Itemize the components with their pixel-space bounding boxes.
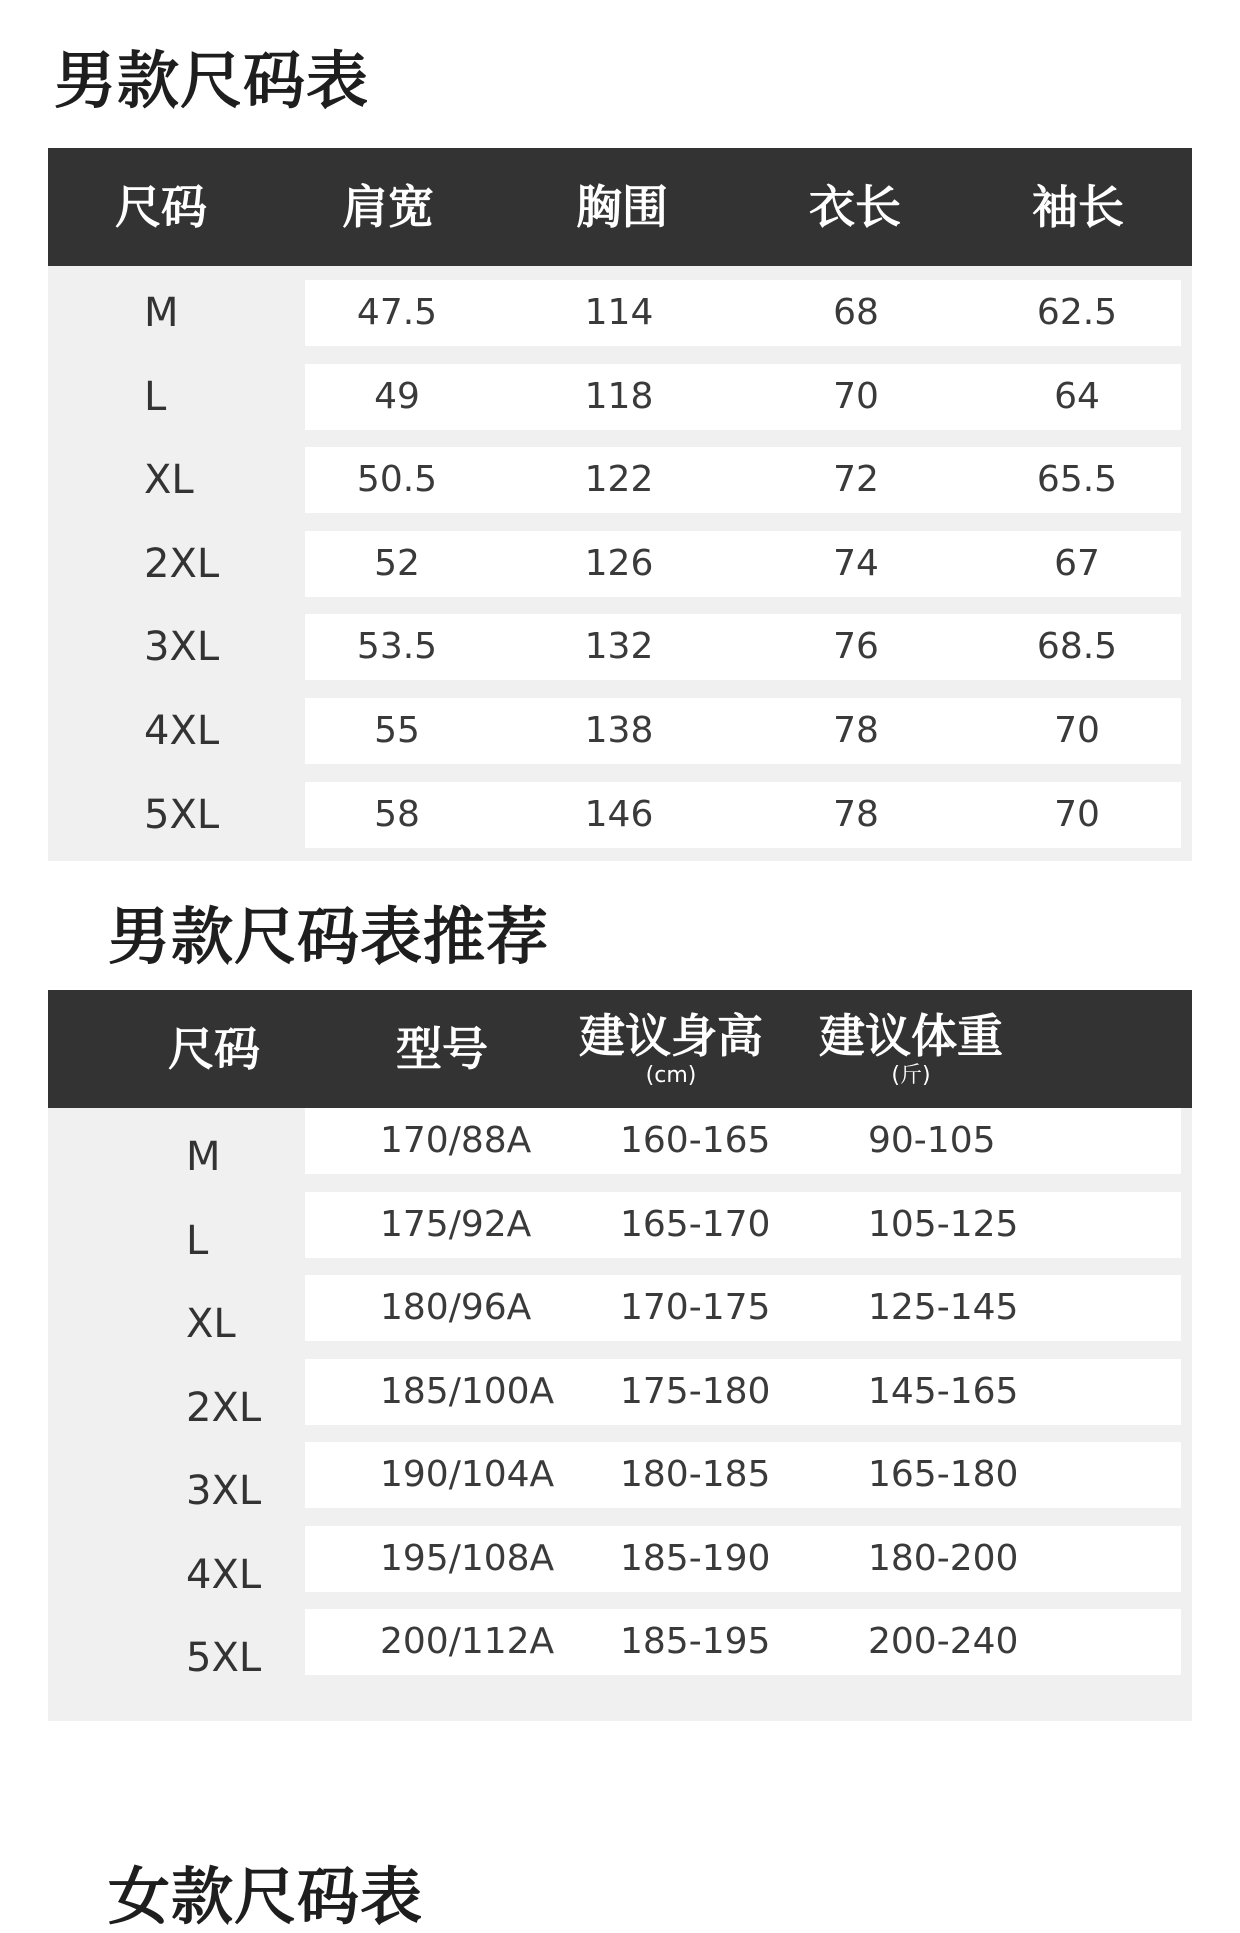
height-cell: 160-165 xyxy=(620,1120,771,1161)
size-cell: M xyxy=(144,290,179,336)
size-cell: 4XL xyxy=(144,708,220,754)
sleeve-cell: 62.5 xyxy=(1036,292,1118,333)
shoulder-cell: 53.5 xyxy=(356,626,438,667)
height-cell: 185-190 xyxy=(620,1538,771,1579)
sleeve-cell: 64 xyxy=(1054,376,1100,417)
sleeve-cell: 70 xyxy=(1054,794,1100,835)
size-cell: M xyxy=(186,1134,221,1180)
chest-cell: 114 xyxy=(584,292,654,333)
table-row xyxy=(48,364,1192,430)
chest-cell: 118 xyxy=(584,376,654,417)
sleeve-cell: 65.5 xyxy=(1036,459,1118,500)
model-cell: 190/104A xyxy=(380,1454,555,1495)
model-cell: 200/112A xyxy=(380,1621,555,1662)
weight-cell: 90-105 xyxy=(868,1120,996,1161)
sleeve-cell: 67 xyxy=(1054,543,1100,584)
table-row xyxy=(48,447,1192,513)
weight-cell: 165-180 xyxy=(868,1454,1019,1495)
size-cell: L xyxy=(144,374,167,420)
table-row xyxy=(48,698,1192,764)
header-height: 建议身高 (cm) xyxy=(579,1008,763,1089)
weight-cell: 125-145 xyxy=(868,1287,1019,1328)
weight-cell: 200-240 xyxy=(868,1621,1019,1662)
table-header xyxy=(48,990,1192,1108)
mens-size-recommendation-table xyxy=(48,990,1192,1721)
size-cell: L xyxy=(186,1218,209,1264)
chest-cell: 122 xyxy=(584,459,654,500)
height-cell: 175-180 xyxy=(620,1371,771,1412)
sleeve-cell: 68.5 xyxy=(1036,626,1118,667)
size-cell: XL xyxy=(144,457,194,503)
weight-cell: 145-165 xyxy=(868,1371,1019,1412)
chest-cell: 146 xyxy=(584,794,654,835)
table-row xyxy=(48,1526,1192,1598)
header-size: 尺码 xyxy=(168,1021,260,1076)
table-row xyxy=(48,614,1192,680)
height-unit: (cm) xyxy=(645,1063,697,1089)
height-cell: 185-195 xyxy=(620,1621,771,1662)
size-cell: 3XL xyxy=(144,624,220,670)
length-cell: 68 xyxy=(833,292,879,333)
model-cell: 170/88A xyxy=(380,1120,532,1161)
model-cell: 185/100A xyxy=(380,1371,555,1412)
chest-cell: 126 xyxy=(584,543,654,584)
chest-cell: 132 xyxy=(584,626,654,667)
table-row xyxy=(48,1108,1192,1180)
shoulder-cell: 50.5 xyxy=(356,459,438,500)
shoulder-cell: 55 xyxy=(374,710,420,751)
model-cell: 180/96A xyxy=(380,1287,532,1328)
shoulder-cell: 58 xyxy=(374,794,420,835)
size-cell: 2XL xyxy=(186,1385,262,1431)
length-cell: 74 xyxy=(833,543,879,584)
sleeve-cell: 70 xyxy=(1054,710,1100,751)
header-size: 尺码 xyxy=(115,179,207,234)
table-row xyxy=(48,1359,1192,1431)
shoulder-cell: 47.5 xyxy=(356,292,438,333)
shoulder-cell: 52 xyxy=(374,543,420,584)
header-length: 衣长 xyxy=(809,179,901,234)
length-cell: 78 xyxy=(833,794,879,835)
shoulder-cell: 49 xyxy=(374,376,420,417)
header-model: 型号 xyxy=(396,1021,488,1076)
model-cell: 195/108A xyxy=(380,1538,555,1579)
mens-size-recommendation-title: 男款尺码表推荐 xyxy=(108,900,550,973)
table-row xyxy=(48,1275,1192,1347)
header-shoulder: 肩宽 xyxy=(342,179,434,234)
weight-cell: 180-200 xyxy=(868,1538,1019,1579)
table-row xyxy=(48,531,1192,597)
table-row xyxy=(48,1442,1192,1514)
header-chest: 胸围 xyxy=(576,179,668,234)
height-cell: 180-185 xyxy=(620,1454,771,1495)
womens-size-chart-title: 女款尺码表 xyxy=(108,1860,424,1933)
size-cell: 5XL xyxy=(186,1635,262,1681)
header-weight: 建议体重 (斤) xyxy=(819,1008,1003,1089)
mens-size-chart-table xyxy=(48,148,1192,861)
length-cell: 78 xyxy=(833,710,879,751)
size-cell: 3XL xyxy=(186,1468,262,1514)
height-cell: 170-175 xyxy=(620,1287,771,1328)
mens-size-chart-title: 男款尺码表 xyxy=(54,44,370,117)
weight-cell: 105-125 xyxy=(868,1204,1019,1245)
length-cell: 70 xyxy=(833,376,879,417)
table-row xyxy=(48,1192,1192,1264)
height-cell: 165-170 xyxy=(620,1204,771,1245)
chest-cell: 138 xyxy=(584,710,654,751)
size-cell: 5XL xyxy=(144,792,220,838)
weight-unit: (斤) xyxy=(891,1063,931,1089)
size-cell: 2XL xyxy=(144,541,220,587)
table-row xyxy=(48,280,1192,346)
table-header xyxy=(48,148,1192,266)
length-cell: 72 xyxy=(833,459,879,500)
size-cell: XL xyxy=(186,1301,236,1347)
size-cell: 4XL xyxy=(186,1552,262,1598)
table-row xyxy=(48,782,1192,848)
table-row xyxy=(48,1609,1192,1681)
header-sleeve: 袖长 xyxy=(1032,179,1124,234)
length-cell: 76 xyxy=(833,626,879,667)
model-cell: 175/92A xyxy=(380,1204,532,1245)
